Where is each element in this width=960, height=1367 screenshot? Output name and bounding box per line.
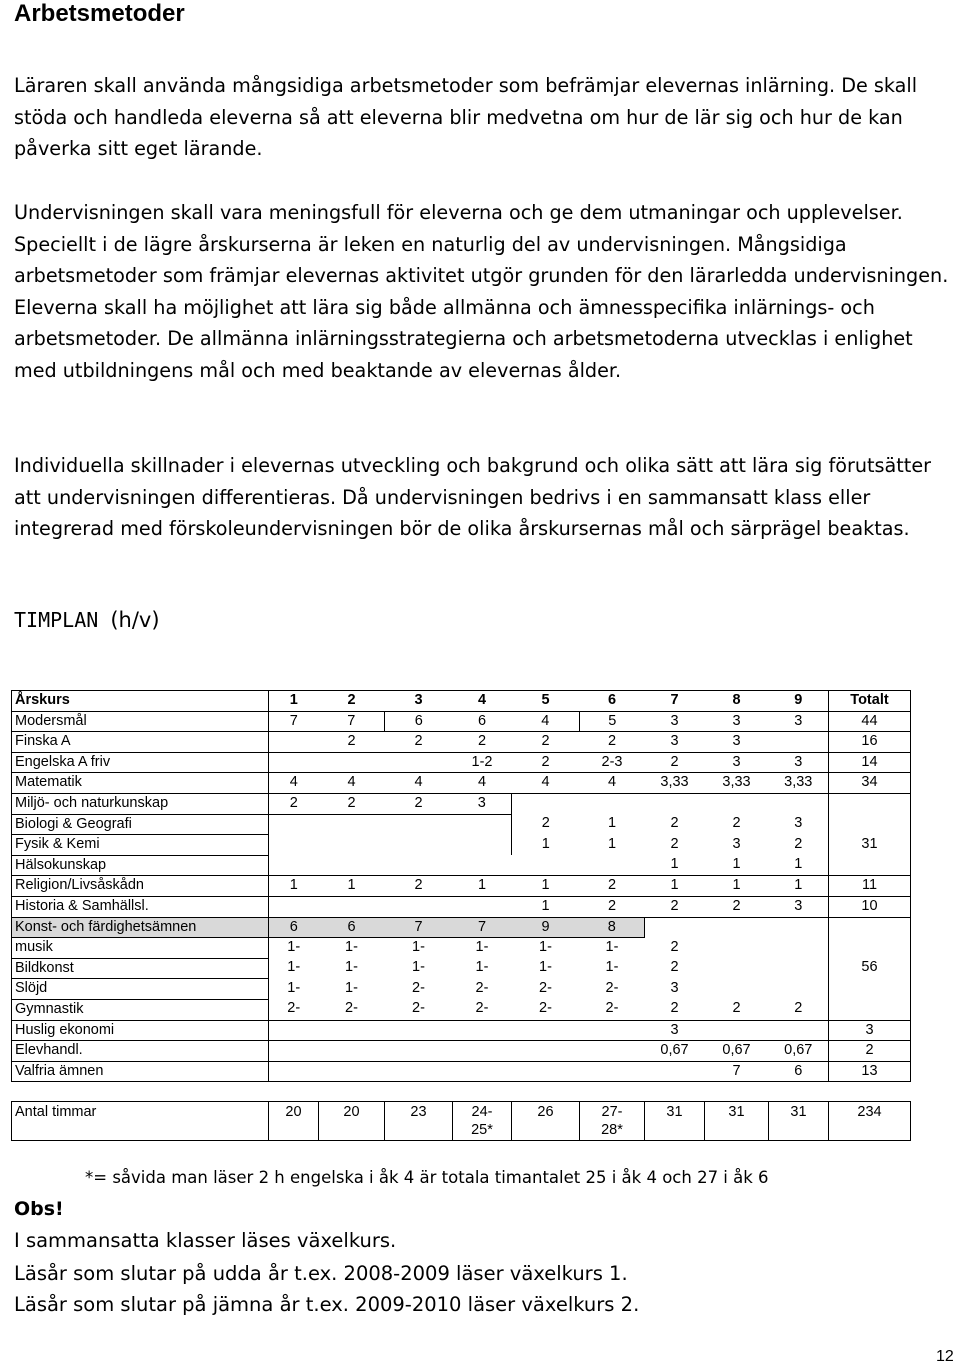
summary-table (11, 1101, 911, 1141)
table-cell: 4 (580, 773, 645, 794)
table-cell: 3 (645, 732, 705, 753)
table-cell: 2 (732, 815, 741, 832)
table-cell: 1- (287, 939, 301, 956)
table-row (12, 732, 911, 753)
table-cell (269, 814, 319, 835)
header-cell: 3 (385, 691, 453, 712)
table-cell: 3 (670, 979, 679, 996)
table-row (12, 938, 911, 959)
table-cell: 1 (512, 896, 580, 917)
table-cell: 4 (512, 711, 580, 732)
table-cell (385, 814, 453, 835)
summary-cell: 31 (645, 1102, 705, 1141)
table-cell (580, 1020, 645, 1041)
obs-label: Obs! (14, 1198, 64, 1220)
table-cell (269, 855, 319, 876)
table-cell: 7 (385, 917, 453, 938)
table-cell (385, 752, 453, 773)
table-row (12, 711, 911, 732)
table-cell: 3,33 (705, 773, 769, 794)
row-label: Religion/Livsåskådn (12, 876, 269, 897)
table-cell: 44 (829, 711, 911, 732)
header-cell: 4 (453, 691, 512, 712)
timetable (11, 690, 911, 1082)
table-cell: 2 (580, 876, 645, 897)
summary-cell: 31 (705, 1102, 769, 1141)
table-cell: 1- (412, 959, 425, 976)
table-cell: 4 (319, 773, 385, 794)
table-cell (319, 835, 385, 856)
table-cell: 4 (269, 773, 319, 794)
table-cell: 1 (645, 855, 705, 876)
table-cell: 1 (769, 855, 829, 876)
table-row (12, 1041, 911, 1062)
table-cell: 3 (769, 896, 829, 917)
table-cell (319, 855, 385, 876)
row-label: Hälsokunskap (12, 855, 269, 876)
table-cell: 1 (453, 876, 512, 897)
row-label: Bildkonst (12, 958, 269, 979)
table-cell: 2 (794, 835, 803, 852)
paragraph-1: Läraren skall använda mångsidiga arbetsmetoder som befrämjar elevernas inlärning. De skall stöda och handleda eleverna så att eleverna blir medvetna om hur de lär sig och hur de kan påverka sitt eget lärande. (14, 74, 918, 160)
table-cell: 2- (512, 999, 580, 1020)
table-cell: 2 (670, 815, 679, 832)
summary-cell: 27- 28* (580, 1102, 645, 1141)
table-cell (453, 1041, 512, 1062)
table-cell: 2 (645, 896, 705, 917)
table-cell: 3 (769, 711, 829, 732)
table-cell: 1- (412, 939, 425, 956)
section-heading: Arbetsmetoder (14, 0, 185, 27)
table-cell (645, 917, 705, 938)
header-cell: 1 (269, 691, 319, 712)
table-cell (453, 814, 512, 835)
table-cell: 1- (287, 959, 301, 976)
row-label: Gymnastik (12, 999, 269, 1020)
table-cell (269, 1020, 319, 1041)
row-label: Matematik (12, 773, 269, 794)
table-cell: 1 (705, 855, 769, 876)
table-cell: 0,67 (705, 1041, 769, 1062)
table-cell (512, 793, 580, 814)
table-cell: 1 (607, 815, 617, 832)
summary-cell: 23 (385, 1102, 453, 1141)
table-row (12, 896, 911, 917)
table-cell: 34 (829, 773, 911, 794)
table-cell: 6 (769, 1061, 829, 1082)
table-row (12, 773, 911, 794)
table-cell: 56 (829, 958, 911, 979)
table-cell (580, 855, 645, 876)
table-cell: 0,67 (645, 1041, 705, 1062)
timplan-unit: (h/v) (110, 608, 160, 632)
summary-cell: 24- 25* (453, 1102, 512, 1141)
table-cell: 4 (512, 773, 580, 794)
table-cell: 2 (512, 732, 580, 753)
header-cell: 8 (705, 691, 769, 712)
row-label: musik (12, 938, 269, 959)
table-cell (769, 793, 829, 814)
table-cell: 1 (269, 876, 319, 897)
row-label: Konst- och färdighetsämnen (12, 917, 269, 938)
table-cell: 3 (705, 711, 769, 732)
row-label: Slöjd (12, 979, 269, 1000)
table-cell (769, 917, 829, 938)
table-cell: 6 (319, 917, 385, 938)
table-cell: 2- (475, 979, 489, 996)
table-cell: 2- (385, 999, 453, 1020)
table-cell (385, 835, 453, 856)
paragraph-3: Individuella skillnader i elevernas utveckling och bakgrund och olika sätt att lära sig förutsätter att undervisningen differentieras. Då undervisningen bedrivs i en sammansatt klass eller integrerad med förskoleundervisningen bör de olika årskursernas mål och särprägel beaktas. (14, 454, 932, 540)
table-cell: 3 (732, 835, 741, 852)
table-cell: 2 (319, 793, 385, 814)
table-cell: 1 (607, 835, 617, 852)
table-cell (385, 855, 453, 876)
table-header-row (12, 691, 911, 712)
table-cell (453, 1020, 512, 1041)
table-cell (829, 793, 911, 814)
timplan-label: TIMPLAN (14, 608, 99, 632)
table-cell (453, 855, 512, 876)
table-cell: 1- (539, 939, 552, 956)
table-cell: 2 (385, 732, 453, 753)
table-cell: 5 (580, 711, 645, 732)
row-label: Elevhandl. (12, 1041, 269, 1062)
table-cell (512, 1020, 580, 1041)
table-cell: 3,33 (769, 773, 829, 794)
table-row (12, 979, 911, 1000)
table-cell: 2 (670, 835, 679, 852)
header-cell: 6 (580, 691, 645, 712)
table-cell: 2 (705, 999, 769, 1020)
table-cell: 3 (645, 1020, 705, 1041)
table-cell: 1- (475, 959, 489, 976)
table-cell: 2 (670, 938, 679, 955)
table-cell (453, 835, 512, 856)
table-row (12, 876, 911, 897)
row-label: Modersmål (12, 711, 269, 732)
table-cell (769, 1020, 829, 1041)
table-cell (512, 1061, 580, 1082)
table-cell: 1- (475, 939, 489, 956)
table-cell (385, 1061, 453, 1082)
table-cell (269, 896, 319, 917)
table-cell (580, 1061, 645, 1082)
table-cell: 1- (605, 959, 619, 976)
table-cell (580, 1041, 645, 1062)
table-cell: 3 (794, 815, 803, 832)
note-line: Läsår som slutar på jämna år t.ex. 2009-2010 läser växelkurs 2. (14, 1293, 640, 1316)
table-cell: 2 (385, 793, 453, 814)
table-cell: 2 (453, 732, 512, 753)
table-cell: 9 (512, 917, 580, 938)
table-cell: 16 (829, 732, 911, 753)
table-cell (829, 814, 911, 835)
table-cell (769, 732, 829, 753)
table-cell: 7 (705, 1061, 769, 1082)
table-row (12, 855, 911, 876)
table-row (12, 999, 911, 1020)
table-cell (269, 1041, 319, 1062)
table-cell: 1 (319, 876, 385, 897)
table-cell: 1- (287, 979, 301, 996)
summary-cell: 234 (829, 1102, 911, 1141)
table-cell: 4 (453, 773, 512, 794)
table-cell (645, 793, 705, 814)
header-cell: 2 (319, 691, 385, 712)
table-cell: 2 (645, 999, 705, 1020)
table-cell: 1 (512, 835, 580, 856)
table-cell: 8 (580, 917, 645, 938)
header-cell: 9 (769, 691, 829, 712)
table-cell (453, 896, 512, 917)
table-cell (705, 979, 769, 1000)
table-cell: 2 (645, 752, 705, 773)
table-cell: 3 (705, 752, 769, 773)
row-label: Fysik & Kemi (12, 835, 269, 856)
table-cell: 2 (670, 959, 679, 976)
row-label: Valfria ämnen (12, 1061, 269, 1082)
table-cell: 7 (453, 917, 512, 938)
table-cell: 3 (769, 752, 829, 773)
table-cell: 31 (829, 835, 911, 856)
table-cell: 1- (345, 979, 358, 996)
table-cell (319, 896, 385, 917)
table-cell (319, 814, 385, 835)
table-cell: 2- (269, 999, 319, 1020)
table-cell: 3 (829, 1020, 911, 1041)
table-cell: 1- (345, 959, 358, 976)
table-cell (385, 1041, 453, 1062)
note-line: I sammansatta klasser läses växelkurs. (14, 1229, 397, 1252)
footnote: *= såvida man läser 2 h engelska i åk 4 är totala timantalet 25 i åk 4 och 27 i åk 6 (85, 1168, 769, 1187)
table-cell: 2 (580, 732, 645, 753)
table-cell: 2 (319, 732, 385, 753)
table-cell: 0,67 (769, 1041, 829, 1062)
table-cell: 10 (829, 896, 911, 917)
table-cell: 14 (829, 752, 911, 773)
row-label: Finska A (12, 732, 269, 753)
table-cell: 1- (345, 939, 358, 956)
page-number: 12 (936, 1348, 954, 1365)
table-row (12, 958, 911, 979)
table-cell: 2 (512, 814, 580, 835)
table-cell (319, 1041, 385, 1062)
table-cell (829, 855, 911, 876)
row-label: Biologi & Geografi (12, 814, 269, 835)
table-cell (645, 1061, 705, 1082)
header-cell: Årskurs (12, 691, 269, 712)
row-label: Huslig ekonomi (12, 1020, 269, 1041)
table-cell: 1- (539, 959, 552, 976)
table-cell: 1- (605, 939, 619, 956)
table-cell: 6 (269, 917, 319, 938)
table-row (12, 1061, 911, 1082)
header-cell: 7 (645, 691, 705, 712)
header-cell: Totalt (829, 691, 911, 712)
summary-cell: 20 (269, 1102, 319, 1141)
table-cell (319, 752, 385, 773)
table-cell: 4 (385, 773, 453, 794)
table-cell (269, 1061, 319, 1082)
table-cell (269, 835, 319, 856)
timplan-title (14, 608, 160, 632)
table-cell: 6 (385, 711, 453, 732)
paragraph-2: Undervisningen skall vara meningsfull för eleverna och ge dem utmaningar och upplevelser. Speciellt i de lägre årskurserna är leken en naturlig del av undervisningen. Mångsidiga arbetsmetoder som främjar elevernas aktivitet utgör grunden för den lärarledda undervisningen. Eleverna skall ha möjlighet att lära sig både allmänna och ämnesspecifika inlärnings- och arbetsmetoder. De allmänna inlärningsstrategierna och arbetsmetoderna utvecklas i enlighet med utbildningens mål och med beaktande av elevernas ålder. (14, 201, 949, 382)
summary-label: Antal timmar (12, 1102, 269, 1141)
table-cell: 2- (412, 979, 425, 996)
table-cell (769, 958, 829, 979)
table-cell (580, 793, 645, 814)
table-cell: 1 (645, 876, 705, 897)
table-row (12, 917, 911, 938)
table-cell (829, 917, 911, 938)
table-cell (319, 1061, 385, 1082)
table-cell: 1 (512, 876, 580, 897)
table-cell: 2 (769, 999, 829, 1020)
table-row (12, 793, 911, 814)
table-cell: 6 (453, 711, 512, 732)
table-cell (512, 855, 580, 876)
table-row (12, 752, 911, 773)
table-row (12, 814, 911, 835)
table-cell: 11 (829, 876, 911, 897)
table-cell (769, 979, 829, 1000)
table-cell (385, 896, 453, 917)
table-cell (319, 1020, 385, 1041)
table-cell: 2 (580, 896, 645, 917)
table-cell (705, 938, 769, 959)
table-cell (705, 1020, 769, 1041)
table-cell (269, 732, 319, 753)
table-cell (269, 752, 319, 773)
table-cell (829, 979, 911, 1000)
table-cell (453, 1061, 512, 1082)
table-cell: 2- (605, 979, 619, 996)
table-cell (829, 938, 911, 959)
table-cell: 3 (645, 711, 705, 732)
table-cell: 1 (769, 876, 829, 897)
table-row (12, 1020, 911, 1041)
summary-cell: 20 (319, 1102, 385, 1141)
header-cell: 5 (512, 691, 580, 712)
summary-cell: 31 (769, 1102, 829, 1141)
table-cell (829, 999, 911, 1020)
table-cell: 2-3 (580, 752, 645, 773)
table-row (12, 835, 911, 856)
table-cell (385, 1020, 453, 1041)
table-cell: 1-2 (453, 752, 512, 773)
table-cell: 2- (539, 979, 552, 996)
table-cell: 7 (319, 711, 385, 732)
row-label: Historia & Samhällsl. (12, 896, 269, 917)
table-cell (705, 917, 769, 938)
table-cell: 13 (829, 1061, 911, 1082)
table-cell (769, 938, 829, 959)
table-cell: 2 (385, 876, 453, 897)
row-label: Engelska A friv (12, 752, 269, 773)
table-cell: 2- (319, 999, 385, 1020)
table-cell: 2 (269, 793, 319, 814)
table-cell (705, 958, 769, 979)
table-cell (512, 1041, 580, 1062)
table-cell: 2- (580, 999, 645, 1020)
row-label: Miljö- och naturkunskap (12, 793, 269, 814)
table-cell: 3 (705, 732, 769, 753)
summary-row (12, 1102, 911, 1141)
note-line: Läsår som slutar på udda år t.ex. 2008-2009 läser växelkurs 1. (14, 1262, 628, 1285)
table-cell: 2 (705, 896, 769, 917)
table-cell: 3 (453, 793, 512, 814)
table-cell: 1 (705, 876, 769, 897)
table-cell: 2 (512, 752, 580, 773)
table-cell (705, 793, 769, 814)
table-cell: 3,33 (645, 773, 705, 794)
table-cell: 2- (453, 999, 512, 1020)
summary-cell: 26 (512, 1102, 580, 1141)
table-cell: 2 (829, 1041, 911, 1062)
table-cell: 7 (269, 711, 319, 732)
